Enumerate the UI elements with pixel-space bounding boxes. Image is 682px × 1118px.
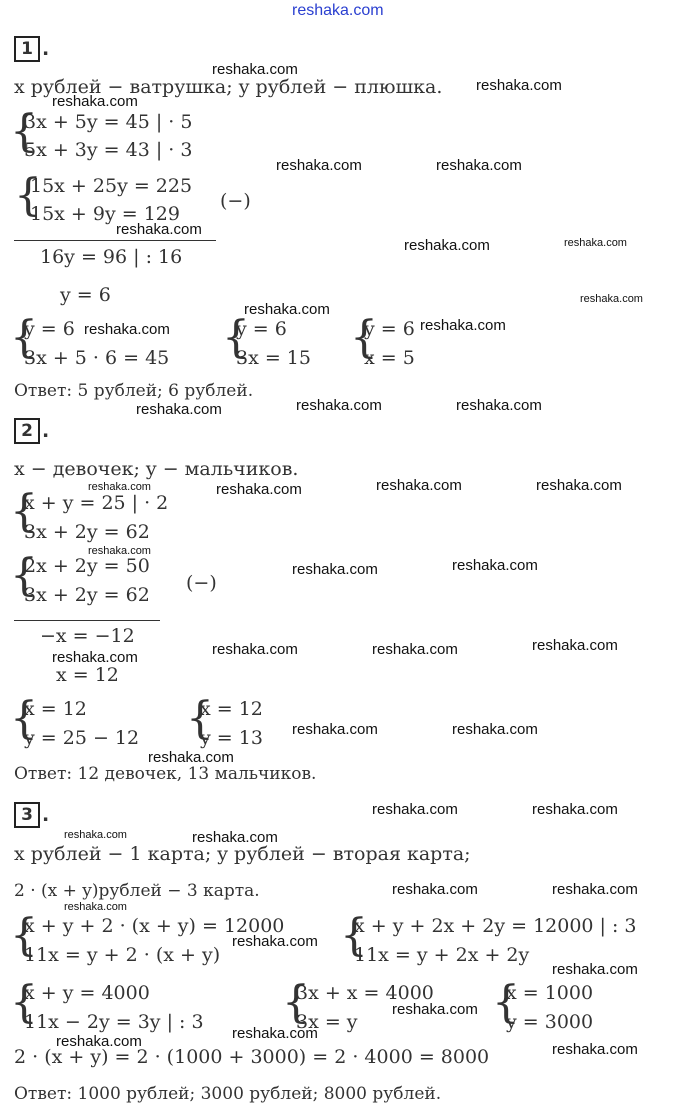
p3-sys3-eq1: x + y = 4000 [24,982,150,1004]
p1-sys5-eq1: y = 6 [364,318,415,340]
watermark[interactable]: reshaka.com [436,157,522,174]
p3-sys5-eq2: y = 3000 [506,1011,594,1033]
p2-answer: Ответ: 12 девочек, 13 мальчиков. [14,764,317,784]
watermark[interactable]: reshaka.com [52,649,138,666]
p3-sys2-brace: { [340,910,368,961]
p3-sys1-eq2: 11x = y + 2 · (x + y) [24,944,221,966]
p3-sys3-brace: { [10,977,38,1028]
p2-sys4-eq1: x = 12 [200,698,263,720]
watermark[interactable]: reshaka.com [292,561,378,578]
p1-sys3-eq1: y = 6 [24,318,75,340]
p1-sys1-eq2: 5x + 3y = 43 | · 3 [24,139,193,161]
p1-sys1-eq1: 3x + 5y = 45 | · 5 [24,111,193,133]
p2-x-value: x = 12 [56,664,119,686]
watermark[interactable]: reshaka.com [232,1025,318,1042]
watermark[interactable]: reshaka.com [56,1033,142,1050]
watermark[interactable]: reshaka.com [84,321,170,338]
number-dot: . [42,38,50,60]
watermark[interactable]: reshaka.com [476,77,562,94]
watermark[interactable]: reshaka.com [552,1041,638,1058]
p1-sys3-eq2: 3x + 5 · 6 = 45 [24,347,170,369]
watermark[interactable]: reshaka.com [64,901,127,913]
p3-sys4-eq1: 3x + x = 4000 [296,982,434,1004]
watermark[interactable]: reshaka.com [532,637,618,654]
problem-number-2: 2 [14,418,40,444]
watermark[interactable]: reshaka.com [456,397,542,414]
p1-vars: x рублей − ватрушка; y рублей − плюшка. [14,76,443,98]
p3-vars-line1: x рублей − 1 карта; y рублей − вторая карта; [14,843,471,865]
watermark[interactable]: reshaka.com [392,1001,478,1018]
p3-sys2-eq2: 11x = y + 2x + 2y [354,944,530,966]
p3-sys5-brace: { [492,977,520,1028]
p2-sys3-eq1: x = 12 [24,698,87,720]
p3-answer: Ответ: 1000 рублей; 3000 рублей; 8000 рублей. [14,1084,442,1104]
watermark[interactable]: reshaka.com [552,881,638,898]
number-dot: . [42,420,50,442]
problem-number-1: 1 [14,36,40,62]
p1-sys4-eq2: 3x = 15 [236,347,311,369]
p3-sys1-eq1: x + y + 2 · (x + y) = 12000 [24,915,285,937]
watermark[interactable]: reshaka.com [420,317,506,334]
watermark[interactable]: reshaka.com [64,829,127,841]
p2-minus-sign: (−) [186,572,217,594]
watermark[interactable]: reshaka.com [212,641,298,658]
p1-answer: Ответ: 5 рублей; 6 рублей. [14,381,254,401]
p1-sys2-brace: { [14,170,42,221]
p2-sys1-brace: { [10,486,38,537]
watermark[interactable]: reshaka.com [404,237,490,254]
watermark[interactable]: reshaka.com [296,397,382,414]
watermark[interactable]: reshaka.com [452,557,538,574]
p3-vars-line2: 2 · (x + y)рублей − 3 карта. [14,881,260,901]
watermark[interactable]: reshaka.com [216,481,302,498]
p3-sys1-brace: { [10,910,38,961]
p3-sys2-eq1: x + y + 2x + 2y = 12000 | : 3 [354,915,637,937]
watermark[interactable]: reshaka.com [292,721,378,738]
p1-sys3-brace: { [10,312,38,363]
watermark[interactable]: reshaka.com [564,237,627,249]
p1-sys5-brace: { [350,312,378,363]
p1-subtraction-result: 16y = 96 | : 16 [40,246,183,268]
p3-sys4-eq2: 3x = y [296,1011,358,1033]
watermark[interactable]: reshaka.com [580,293,643,305]
p2-sys3-brace: { [10,693,38,744]
watermark[interactable]: reshaka.com [532,801,618,818]
p2-vars: x − девочек; y − мальчиков. [14,458,299,480]
p3-sys4-brace: { [282,977,310,1028]
p1-sys4-eq1: y = 6 [236,318,287,340]
p2-sys4-eq2: y = 13 [200,727,263,749]
p1-sys5-eq2: x = 5 [364,347,415,369]
p1-sys1-brace: { [10,106,38,157]
p1-y-value: y = 6 [60,284,111,306]
p1-sys4-brace: { [222,312,250,363]
problem-number-3: 3 [14,802,40,828]
p2-sys3-eq2: y = 25 − 12 [24,727,140,749]
watermark[interactable]: reshaka.com [552,961,638,978]
watermark[interactable]: reshaka.com [276,157,362,174]
watermark[interactable]: reshaka.com [136,401,222,418]
p1-minus-sign: (−) [220,190,251,212]
watermark[interactable]: reshaka.com [376,477,462,494]
p2-sys2-eq1: 2x + 2y = 50 [24,555,150,577]
p1-subtraction-line [14,240,216,241]
p2-sys1-eq2: 3x + 2y = 62 [24,521,150,543]
p2-sys4-brace: { [186,693,214,744]
watermark[interactable]: reshaka.com [392,881,478,898]
p1-sys2-eq1: 15x + 25y = 225 [30,175,193,197]
p1-sys2-eq2: 15x + 9y = 129 [30,203,180,225]
watermark[interactable]: reshaka.com [88,545,151,557]
p2-sys1-eq1: x + y = 25 | · 2 [24,492,169,514]
watermark[interactable]: reshaka.com [88,481,151,493]
watermark[interactable]: reshaka.com [372,801,458,818]
p2-sys2-eq2: 3x + 2y = 62 [24,584,150,606]
watermark[interactable]: reshaka.com [372,641,458,658]
watermark[interactable]: reshaka.com [148,749,234,766]
watermark-top[interactable]: reshaka.com [292,2,384,19]
p3-total: 2 · (x + y) = 2 · (1000 + 3000) = 2 · 4000 = 8000 [14,1046,490,1068]
watermark[interactable]: reshaka.com [536,477,622,494]
p2-subtraction-line [14,620,160,621]
watermark[interactable]: reshaka.com [52,93,138,110]
p2-sys2-brace: { [10,550,38,601]
number-dot: . [42,804,50,826]
watermark[interactable]: reshaka.com [192,829,278,846]
watermark[interactable]: reshaka.com [116,221,202,238]
p3-sys3-eq2: 11x − 2y = 3y | : 3 [24,1011,204,1033]
p2-subtraction-result: −x = −12 [40,625,135,647]
p3-sys5-eq1: x = 1000 [506,982,594,1004]
watermark[interactable]: reshaka.com [212,61,298,78]
watermark[interactable]: reshaka.com [232,933,318,950]
watermark[interactable]: reshaka.com [452,721,538,738]
watermark[interactable]: reshaka.com [244,301,330,318]
